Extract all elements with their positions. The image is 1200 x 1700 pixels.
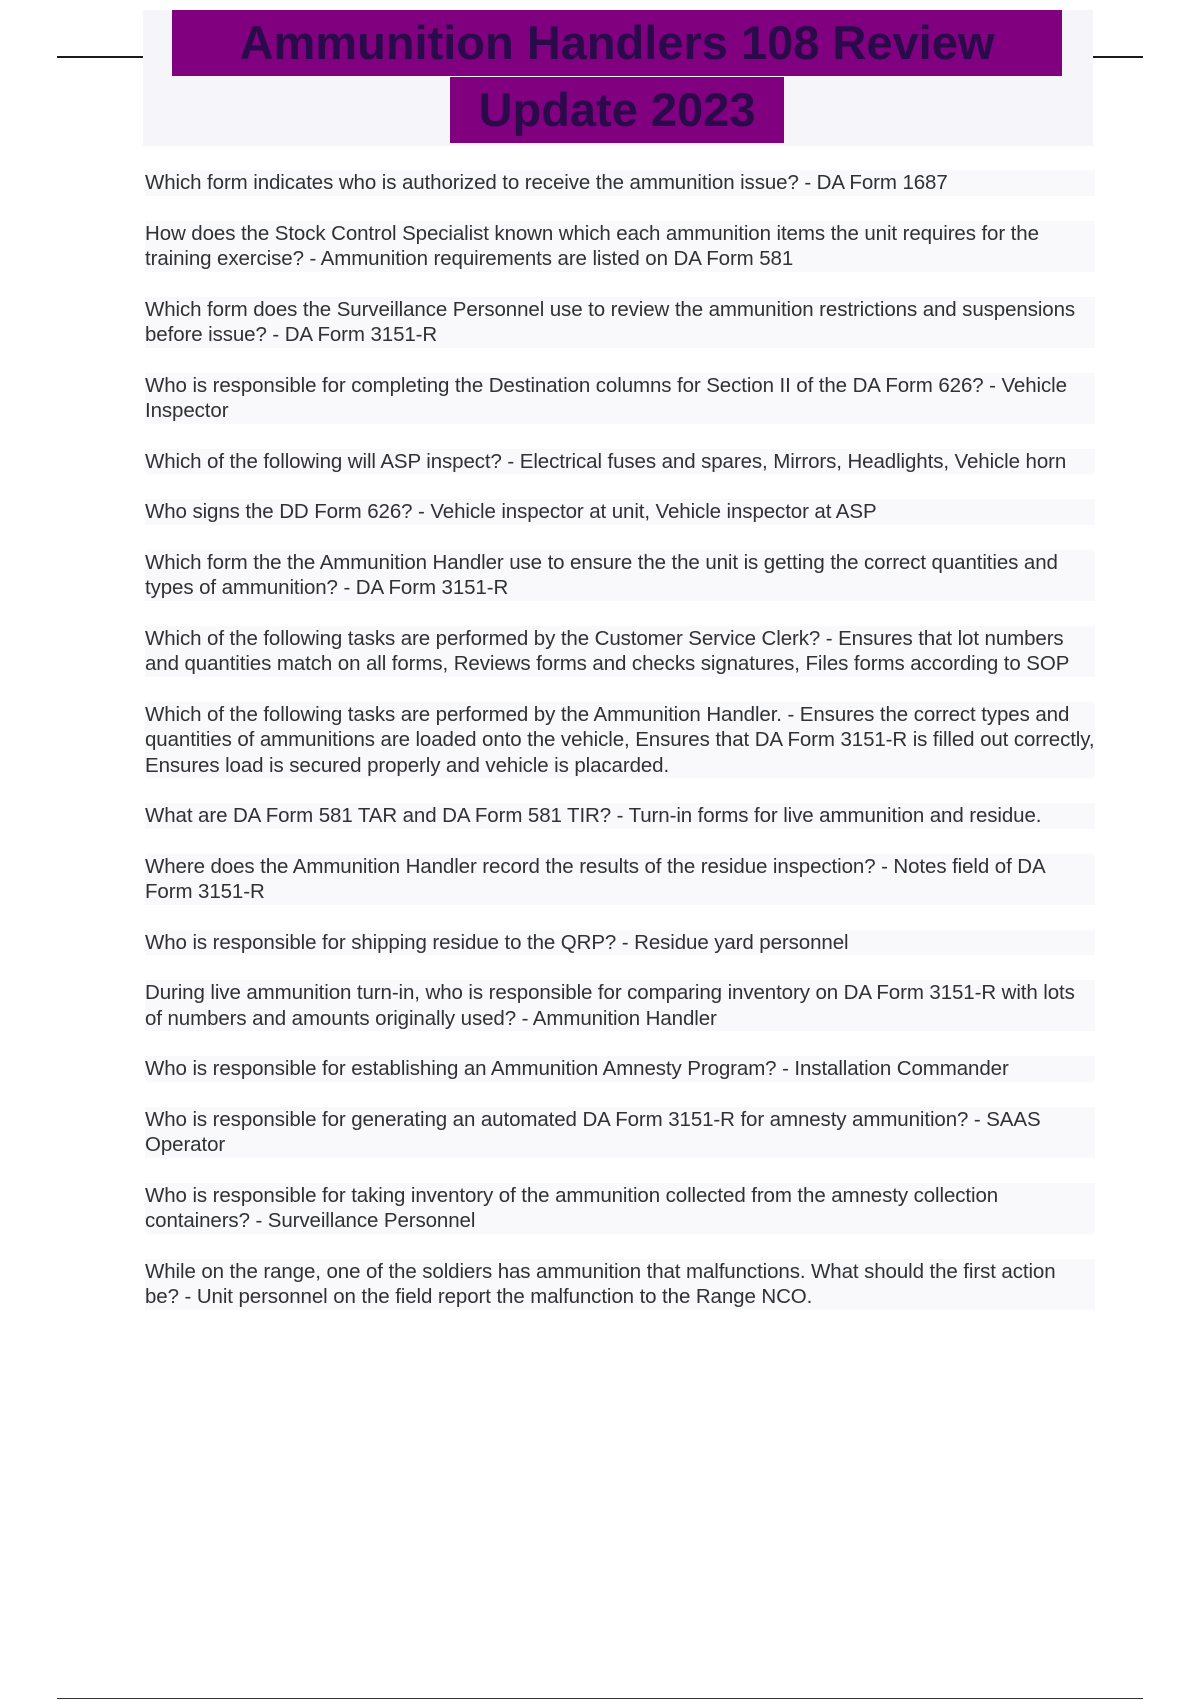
qa-item: Who is responsible for establishing an Ammunition Amnesty Program? - Installation Commander bbox=[145, 1056, 1095, 1082]
qa-item: Which form the the Ammunition Handler use to ensure the the unit is getting the correct quantities and types of ammunition? - DA Form 3151-R bbox=[145, 550, 1095, 601]
header-rule-left bbox=[57, 56, 143, 58]
footer-rule bbox=[57, 1698, 1143, 1699]
qa-item: Who signs the DD Form 626? - Vehicle inspector at unit, Vehicle inspector at ASP bbox=[145, 499, 1095, 525]
qa-item: How does the Stock Control Specialist known which each ammunition items the unit requires for the training exercise? - Ammunition requirements are listed on DA Form 581 bbox=[145, 221, 1095, 272]
document-title bbox=[143, 10, 1093, 146]
qa-item: Who is responsible for shipping residue to the QRP? - Residue yard personnel bbox=[145, 930, 1095, 956]
qa-item: Which of the following will ASP inspect? - Electrical fuses and spares, Mirrors, Headlights, Vehicle horn bbox=[145, 449, 1095, 475]
question-answer-list bbox=[145, 170, 1095, 1335]
qa-item: While on the range, one of the soldiers has ammunition that malfunctions. What should the first action be? - Unit personnel on the field report the malfunction to the Range NCO. bbox=[145, 1259, 1095, 1310]
qa-item: Who is responsible for generating an automated DA Form 3151-R for amnesty ammunition? - SAAS Operator bbox=[145, 1107, 1095, 1158]
qa-item: Who is responsible for taking inventory of the ammunition collected from the amnesty collection containers? - Surveillance Personnel bbox=[145, 1183, 1095, 1234]
qa-item: During live ammunition turn-in, who is responsible for comparing inventory on DA Form 3151-R with lots of numbers and amounts originally used? - Ammunition Handler bbox=[145, 980, 1095, 1031]
qa-item: Which of the following tasks are performed by the Customer Service Clerk? - Ensures that lot numbers and quantities match on all forms, Reviews forms and checks signatures, Files forms according to SOP bbox=[145, 626, 1095, 677]
header-rule-right bbox=[1093, 56, 1143, 58]
qa-item: Which form indicates who is authorized to receive the ammunition issue? - DA Form 1687 bbox=[145, 170, 1095, 196]
title-line-2: Update 2023 bbox=[450, 77, 784, 143]
qa-item: Where does the Ammunition Handler record the results of the residue inspection? - Notes field of DA Form 3151-R bbox=[145, 854, 1095, 905]
qa-item: What are DA Form 581 TAR and DA Form 581 TIR? - Turn-in forms for live ammunition and residue. bbox=[145, 803, 1095, 829]
qa-item: Which of the following tasks are performed by the Ammunition Handler. - Ensures the correct types and quantities of ammunitions are loaded onto the vehicle, Ensures that DA Form 3151-R is filled out correctly, Ensures load is secured properly and vehicle is placarded. bbox=[145, 702, 1095, 777]
title-line-1: Ammunition Handlers 108 Review bbox=[172, 10, 1062, 76]
qa-item: Who is responsible for completing the Destination columns for Section II of the DA Form 626? - Vehicle Inspector bbox=[145, 373, 1095, 424]
qa-item: Which form does the Surveillance Personnel use to review the ammunition restrictions and suspensions before issue? - DA Form 3151-R bbox=[145, 297, 1095, 348]
